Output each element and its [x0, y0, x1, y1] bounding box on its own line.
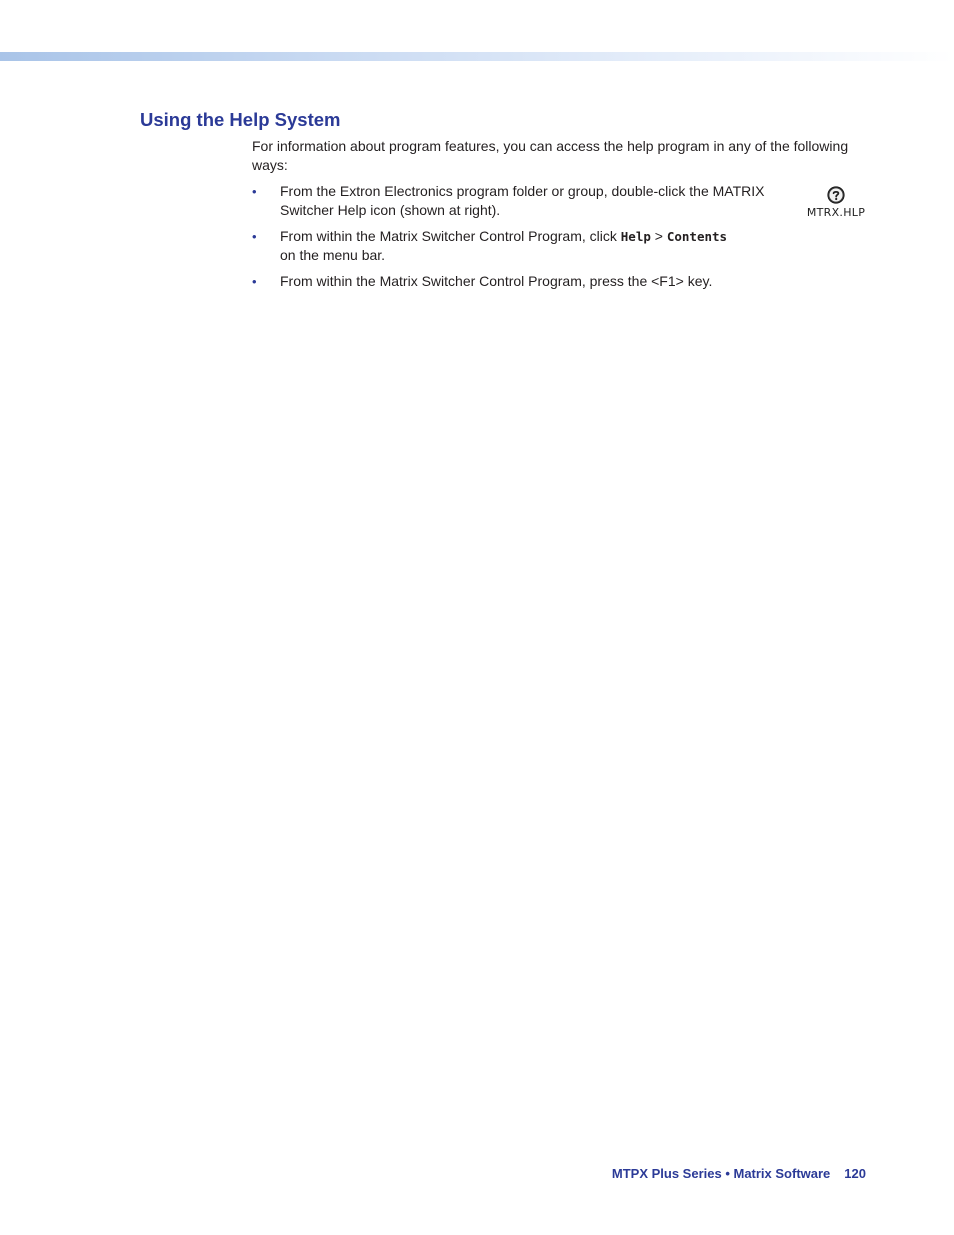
intro-paragraph: For information about program features, you can access the help program in any of the following ways:: [252, 138, 849, 173]
list-item-text: From the Extron Electronics program folder or group, double-click the MATRIX Switcher Help icon (shown at right).: [280, 183, 765, 218]
page-footer: [560, 1166, 866, 1181]
help-file-figure: [800, 186, 872, 219]
menu-separator: >: [650, 228, 667, 244]
menu-help-label: Help: [620, 229, 651, 244]
menu-contents-label: Contents: [666, 229, 728, 244]
help-file-icon: [827, 186, 845, 204]
bullet-icon: •: [252, 274, 257, 289]
list-item-text-before: From within the Matrix Switcher Control Program, click: [280, 228, 621, 244]
page-number: 120: [844, 1166, 866, 1181]
list-item: [252, 272, 782, 291]
help-access-list: [252, 182, 782, 298]
bullet-icon: •: [252, 184, 257, 199]
section-title: Using the Help System: [140, 109, 341, 130]
list-item: [252, 227, 782, 265]
header-band: [0, 52, 954, 61]
list-item-text: From within the Matrix Switcher Control Program, press the <F1> key.: [280, 273, 713, 289]
footer-title: MTPX Plus Series • Matrix Software: [611, 1166, 831, 1181]
list-item: [252, 182, 782, 220]
list-item-text-after: on the menu bar.: [280, 247, 386, 263]
help-file-label: MTRX.HLP: [806, 206, 866, 219]
bullet-icon: •: [252, 229, 257, 244]
